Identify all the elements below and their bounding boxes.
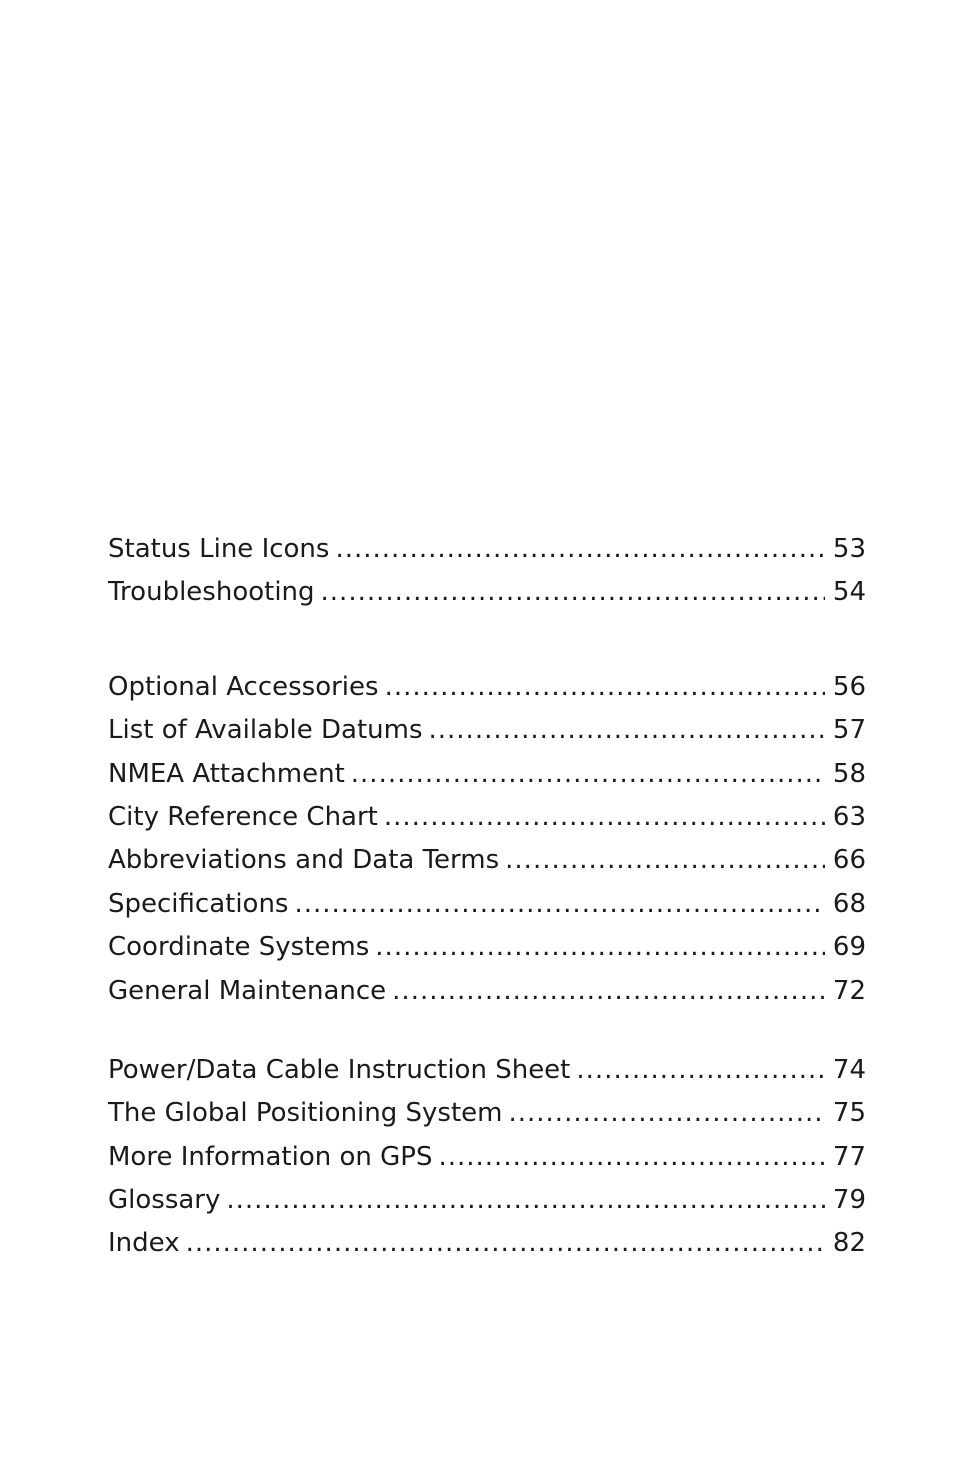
- toc-entry[interactable]: [108, 1092, 866, 1135]
- toc-entry[interactable]: [108, 970, 866, 1013]
- toc-entry-page: 58: [832, 758, 866, 789]
- toc-entry-page: 69: [832, 932, 866, 963]
- toc-entry-title: City Reference Chart: [108, 801, 378, 832]
- toc-dot-leader: [321, 571, 825, 614]
- toc-entry-title: Troubleshooting: [108, 577, 315, 608]
- toc-entry-page: 66: [832, 845, 866, 876]
- toc-entry-page: 63: [832, 801, 866, 832]
- toc-entry-page: 77: [832, 1141, 866, 1172]
- toc-entry-title: Index: [108, 1228, 180, 1259]
- toc-entry[interactable]: [108, 528, 866, 571]
- toc-entry-title: Status Line Icons: [108, 534, 330, 564]
- toc-entry[interactable]: [108, 709, 866, 752]
- toc-entry[interactable]: [108, 796, 866, 839]
- toc-entry-title: Abbreviations and Data Terms: [108, 845, 500, 876]
- toc-entry-page: 57: [832, 715, 866, 746]
- toc-entry[interactable]: [108, 1222, 866, 1265]
- toc-group-appendices: [108, 666, 866, 1013]
- toc-dot-leader: [438, 1136, 824, 1179]
- toc-entry[interactable]: [108, 883, 866, 926]
- toc-dot-leader: [392, 970, 825, 1013]
- toc-group-troubleshooting: [108, 528, 866, 615]
- table-of-contents: [108, 528, 866, 1266]
- toc-entry-page: 56: [832, 671, 866, 702]
- toc-dot-leader: [294, 883, 824, 926]
- toc-entry-page: 72: [832, 975, 866, 1006]
- toc-entry[interactable]: [108, 571, 866, 614]
- toc-entry[interactable]: [108, 1179, 866, 1222]
- toc-entry[interactable]: [108, 926, 866, 969]
- toc-entry[interactable]: [108, 1049, 866, 1092]
- toc-dot-leader: [385, 666, 825, 709]
- toc-dot-leader: [384, 796, 825, 839]
- toc-entry-title: Coordinate Systems: [108, 932, 370, 963]
- toc-entry[interactable]: [108, 1136, 866, 1179]
- toc-entry[interactable]: [108, 753, 866, 796]
- toc-entry-title: General Maintenance: [108, 975, 387, 1006]
- toc-entry-page: 54: [832, 577, 866, 608]
- toc-dot-leader: [505, 839, 825, 882]
- toc-entry-page: 79: [832, 1185, 866, 1216]
- toc-entry-title: Optional Accessories: [108, 671, 379, 702]
- toc-dot-leader: [226, 1179, 825, 1222]
- toc-entry[interactable]: [108, 666, 866, 709]
- toc-dot-leader: [351, 753, 825, 796]
- toc-entry-page: 53: [832, 534, 866, 564]
- toc-dot-leader: [335, 528, 824, 571]
- toc-group-reference: [108, 1049, 866, 1266]
- toc-entry-page: 82: [832, 1228, 866, 1259]
- toc-entry-page: 68: [832, 888, 866, 919]
- toc-dot-leader: [429, 709, 825, 752]
- toc-dot-leader: [186, 1222, 825, 1265]
- toc-entry-page: 74: [832, 1054, 866, 1085]
- toc-entry-title: Specifications: [108, 888, 289, 919]
- toc-entry-title: Power/Data Cable Instruction Sheet: [108, 1054, 571, 1085]
- toc-entry[interactable]: [108, 839, 866, 882]
- toc-dot-leader: [508, 1092, 824, 1135]
- toc-entry-page: 75: [832, 1098, 866, 1129]
- toc-entry-title: More Information on GPS: [108, 1141, 433, 1172]
- toc-entry-title: Glossary: [108, 1185, 221, 1216]
- toc-dot-leader: [375, 926, 825, 969]
- toc-dot-leader: [576, 1049, 825, 1092]
- toc-entry-title: The Global Positioning System: [108, 1098, 503, 1129]
- toc-entry-title: NMEA Attachment: [108, 758, 345, 789]
- toc-entry-title: List of Available Datums: [108, 715, 423, 746]
